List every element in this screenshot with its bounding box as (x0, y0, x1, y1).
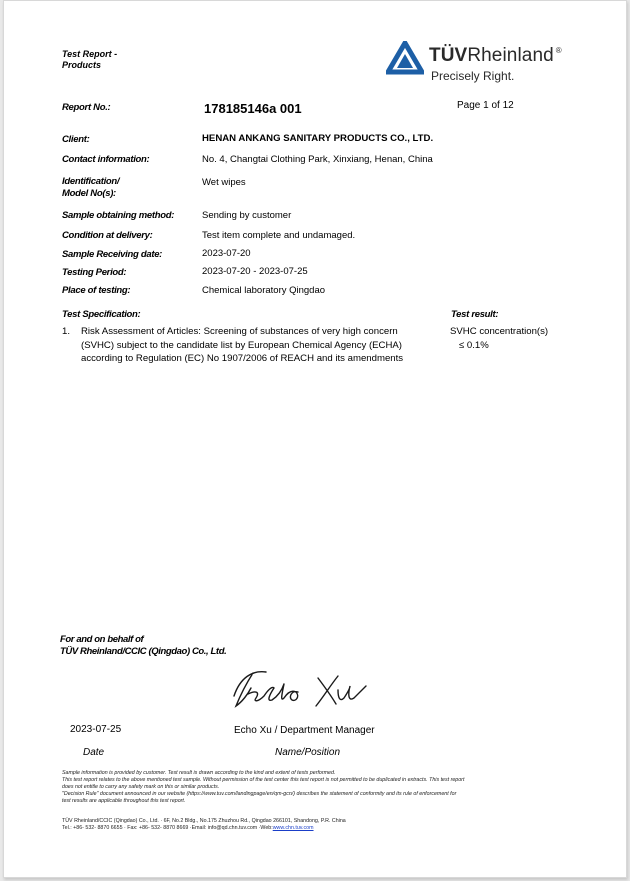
signoff-date: 2023-07-25 (70, 724, 122, 735)
footer-note-4: "Decision Rule" document announced in our website (https://www.tuv.com/landingpage/en/qm-gcn/) describes the statement of conformity and its rule of enforcement for (62, 791, 457, 797)
report-type-title (62, 49, 117, 71)
identification-label-line1: Identification/ (62, 176, 120, 187)
report-number-label: Report No.: (62, 102, 111, 113)
address-line1: TÜV Rheinland/CCIC (Qingdao) Co., Ltd. · 6F, No.2 Bldg., No.175 Zhuzhou Rd., Qingdao 266101, Shandong, P.R. China (62, 818, 346, 824)
position-caption: Name/Position (275, 747, 341, 758)
report-type-line1: Test Report - (62, 49, 118, 59)
brand-name: TÜVRheinland ® (429, 45, 562, 66)
client-label: Client: (62, 134, 90, 145)
test-specification-label: Test Specification: (62, 309, 141, 320)
condition-label: Condition at delivery: (62, 230, 153, 241)
report-type-line2: Products (62, 60, 102, 70)
testing-period-label: Testing Period: (62, 267, 127, 278)
identification-value: Wet wipes (202, 177, 246, 188)
contact-value: No. 4, Changtai Clothing Park, Xinxiang, Henan, China (202, 154, 433, 165)
sample-obtaining-value: Sending by customer (202, 210, 292, 221)
on-behalf-line1: For and on behalf of (60, 634, 144, 645)
test-result-label: Test result: (451, 309, 499, 320)
tuv-rheinland-logo (386, 41, 586, 89)
tuv-triangle-icon (386, 41, 424, 75)
on-behalf-block (60, 634, 226, 658)
footer-note-2: This test report relates to the above mentioned test sample. Without permission of the test center this test report is not permitted to be duplicated in extracts. This test report (62, 777, 465, 783)
footer-note-5: test results are applicable throughout this test report. (62, 798, 186, 804)
footer-note-3: does not entitle to carry any safety mark on this or similar products. (62, 784, 220, 790)
identification-label (62, 176, 119, 200)
contact-label: Contact information: (62, 154, 150, 165)
footer-notes (62, 770, 562, 805)
testing-period-value: 2023-07-20 - 2023-07-25 (202, 266, 308, 277)
brand-tagline: Precisely Right. (431, 69, 515, 83)
place-of-testing-label: Place of testing: (62, 285, 131, 296)
spec-result-line2: ≤ 0.1% (459, 339, 489, 351)
spec-item-line1: Risk Assessment of Articles: Screening of substances of very high concern (81, 326, 398, 337)
spec-item-result (450, 325, 548, 352)
receiving-date-label: Sample Receiving date: (62, 249, 163, 260)
handwritten-signature (226, 664, 374, 712)
page-indicator: Page 1 of 12 (457, 100, 514, 111)
report-number: 178185146a 001 (204, 101, 302, 116)
spec-item-line3: according to Regulation (EC) No 1907/2006 of REACH and its amendments (81, 353, 404, 364)
address-line2: Tel.: +86- 532- 8870 6655 · Fax: +86- 532- 8870 8669 ·Email: info@qd.chn.tuv.com ·Web:www.chn.tuv.com (62, 824, 314, 831)
receiving-date-value: 2023-07-20 (202, 248, 251, 259)
spec-item-text (81, 325, 441, 366)
on-behalf-line2: TÜV Rheinland/CCIC (Qingdao) Co., Ltd. (60, 646, 227, 657)
date-caption: Date (83, 747, 105, 758)
footer-address (62, 818, 346, 832)
place-of-testing-value: Chemical laboratory Qingdao (202, 285, 326, 296)
footer-note-1: Sample information is provided by customer. Test result is drawn according to the kind and extent of tests performed. (62, 770, 336, 776)
signer-name-position: Echo Xu / Department Manager (234, 725, 375, 736)
client-value: HENAN ANKANG SANITARY PRODUCTS CO., LTD. (202, 133, 434, 144)
spec-result-line1: SVHC concentration(s) (450, 326, 549, 337)
sample-obtaining-label: Sample obtaining method: (62, 210, 175, 221)
report-page (3, 0, 627, 878)
spec-item-line2: (SVHC) subject to the candidate list by European Chemical Agency (ECHA) (81, 339, 403, 351)
website-link[interactable]: www.chn.tuv.com (272, 824, 314, 831)
spec-item-number: 1. (62, 326, 71, 337)
condition-value: Test item complete and undamaged. (202, 230, 356, 241)
identification-label-line2: Model No(s): (62, 188, 116, 199)
